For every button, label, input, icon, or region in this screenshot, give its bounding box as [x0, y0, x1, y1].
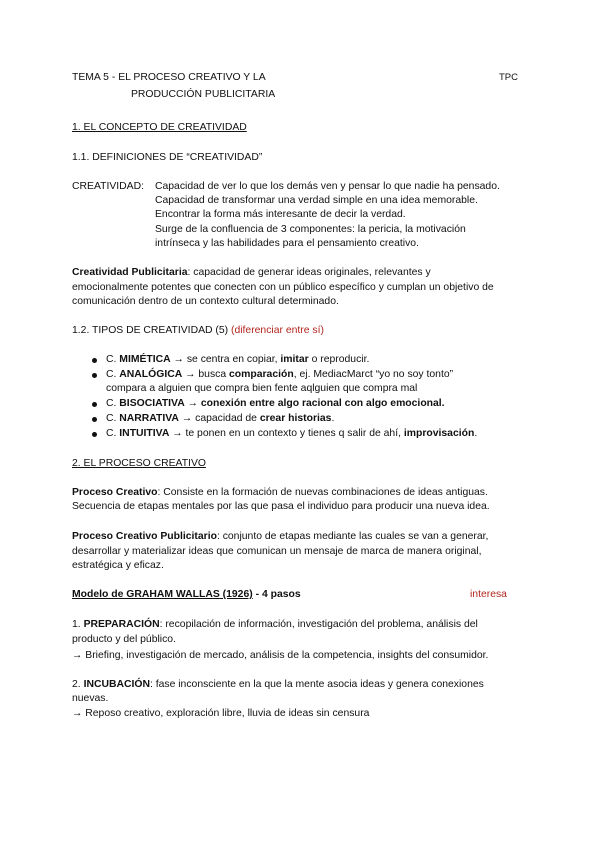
list-item: C. INTUITIVA → te ponen en un contexto y tienes q salir de ahí, improvisación.	[106, 428, 478, 439]
bullet-icon	[92, 432, 97, 437]
model-note: interesa	[470, 589, 507, 600]
step-2-line1: 2. INCUBACIÓN: fase inconsciente en la que la mente asocia ideas y genera conexiones	[72, 679, 484, 690]
subsection-note: (diferenciar entre sí)	[230, 325, 324, 336]
proceso-creativo-line1: Proceso Creativo: Consiste en la formación de nuevas combinaciones de ideas antiguas.	[72, 487, 488, 498]
creatividad-publicitaria-line3: comunicación dentro de un contexto cultural determinado.	[72, 296, 339, 307]
creatividad-label: CREATIVIDAD:	[72, 181, 144, 192]
course-tag: TPC	[499, 72, 518, 83]
proceso-publicitario-line1: Proceso Creativo Publicitario: conjunto de etapas mediante las cuales se van a generar,	[72, 531, 489, 542]
bullet-icon	[92, 373, 97, 378]
step-1-line1: 1. PREPARACIÓN: recopilación de información, investigación del problema, análisis del	[72, 619, 478, 630]
section-2-heading: 2. EL PROCESO CREATIVO	[72, 458, 206, 469]
proceso-publicitario-term: Proceso Creativo Publicitario	[72, 531, 217, 542]
subsection-1-1-heading: 1.1. DEFINICIONES DE “CREATIVIDAD”	[72, 152, 263, 163]
list-item: C. ANALÓGICA → busca comparación, ej. MediacMarct “yo no soy tonto”	[106, 369, 454, 380]
proceso-publicitario-line3: estratégica y eficaz.	[72, 560, 164, 571]
definition-line: intrínseca y las habilidades para el pensamiento creativo.	[155, 238, 419, 249]
creatividad-publicitaria-line1: Creatividad Publicitaria: capacidad de generar ideas originales, relevantes y	[72, 267, 431, 278]
model-year: (1926)	[219, 589, 253, 600]
list-item-continuation: compara a alguien que compra bien fente aqlguien que compra mal	[106, 383, 418, 394]
bullet-icon	[92, 358, 97, 363]
model-heading	[72, 588, 301, 602]
creatividad-publicitaria-line2: emocionalmente potentes que conecten con un público específico y cumplan un objetivo de	[72, 282, 494, 293]
step-1-line2: producto y del público.	[72, 634, 176, 645]
page-title-line2: PRODUCCIÓN PUBLICITARIA	[131, 89, 276, 100]
list-item: C. NARRATIVA → capacidad de crear historias.	[106, 413, 335, 424]
definition-line: Surge de la confluencia de 3 componentes: la pericia, la motivación	[155, 224, 466, 235]
proceso-publicitario-line2: desarrollar y materializar ideas que comunican un mensaje de marca de manera original,	[72, 546, 482, 557]
bullet-icon	[92, 402, 97, 407]
definition-line: Capacidad de ver lo que los demás ven y pensar lo que nadie ha pensado.	[155, 181, 500, 192]
proceso-creativo-line2: Secuencia de etapas mentales por las que pasa el individuo para producir una nueva idea.	[72, 501, 490, 512]
subsection-1-2-heading: 1.2. TIPOS DE CREATIVIDAD (5) (diferenciar entre sí)	[72, 325, 324, 336]
section-1-heading: 1. EL CONCEPTO DE CREATIVIDAD	[72, 122, 247, 133]
creatividad-publicitaria-term: Creatividad Publicitaria	[72, 267, 188, 278]
step-2-line2: nuevas.	[72, 693, 109, 704]
model-steps: - 4 pasos	[252, 589, 301, 600]
definition-line: Capacidad de transformar una verdad simple en una idea memorable.	[155, 195, 478, 206]
step-1-name: PREPARACIÓN	[83, 619, 160, 630]
definition-line: Encontrar la forma más interesante de decir la verdad.	[155, 209, 406, 220]
step-1-arrow-line: → Briefing, investigación de mercado, análisis de la competencia, insights del consumidor.	[72, 650, 489, 661]
page-title-line1: TEMA 5 - EL PROCESO CREATIVO Y LA	[72, 72, 266, 83]
model-title: Modelo de GRAHAM WALLAS	[72, 589, 220, 600]
step-2-name: INCUBACIÓN	[83, 679, 150, 690]
list-item: C. BISOCIATIVA → conexión entre algo racional con algo emocional.	[106, 398, 445, 409]
proceso-creativo-term: Proceso Creativo	[72, 487, 158, 498]
bullet-icon	[92, 417, 97, 422]
step-2-arrow-line: → Reposo creativo, exploración libre, lluvia de ideas sin censura	[72, 708, 370, 719]
list-item: C. MIMÉTICA → se centra en copiar, imitar o reproducir.	[106, 354, 370, 365]
